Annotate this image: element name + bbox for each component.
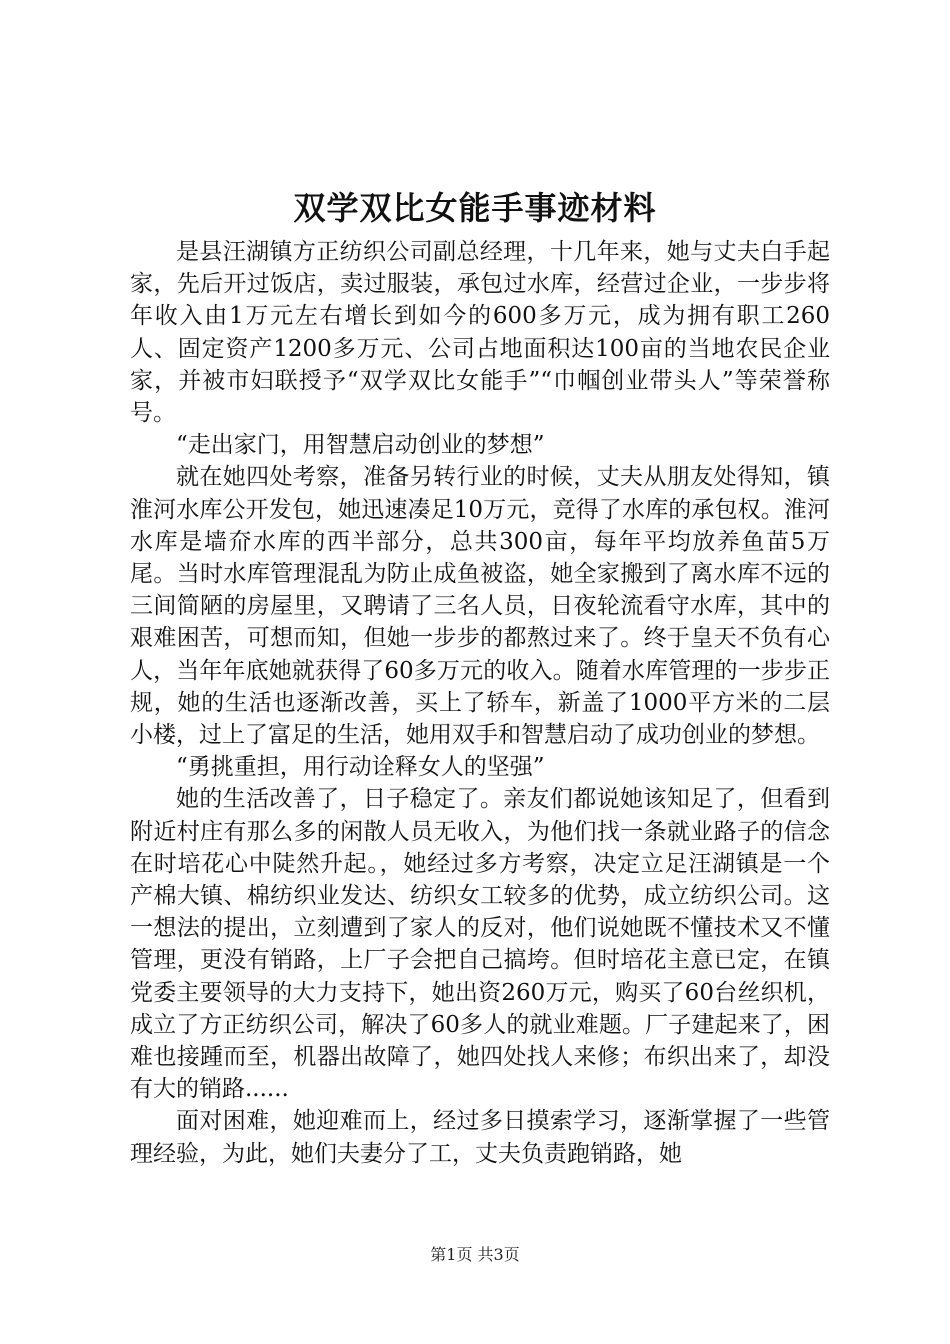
paragraph-textile-company: 她的生活改善了，日子稳定了。亲友们都说她该知足了，但看到附近村庄有那么多的闲散人员无收入，为他们找一条就业路子的信念在时培花心中陡然升起。，她经过多方考察，决定立足汪湖镇是一个产棉大镇、棉纺织业发达、纺织女工较多的优势，成立纺织公司。这一想法的提出，立刻遭到了家人的反对，他们说她既不懂技术又不懂管理，更没有销路，上厂子会把自己搞垮。但时培花主意已定，在镇党委主要领导的大力支持下，她出资260万元，购买了60台丝织机，成立了方正纺织公司，解决了60多人的就业难题。厂子建起来了，困难也接踵而至，机器出故障了，她四处找人来修；布织出来了，却没有大的销路......	[130, 786, 830, 1103]
document-title: 双学双比女能手事迹材料	[293, 189, 657, 227]
section-heading-1: “走出家门，用智慧启动创业的梦想”	[176, 432, 545, 459]
paragraph-difficulties: 面对困难，她迎难而上，经过多日摸索学习，逐渐掌握了一些管理经验，为此，她们夫妻分了工，丈夫负责跑销路，她	[130, 1108, 830, 1167]
paragraph-reservoir: 就在她四处考察，准备另转行业的时候，丈夫从朋友处得知，镇淮河水库公开发包，她迅速凑足10万元，竞得了水库的承包权。淮河水库是墙夼水库的西半部分，总共300亩，每年平均放养鱼苗5万尾。当时水库管理混乱为防止成鱼被盗，她全家搬到了离水库不远的三间简陋的房屋里，又聘请了三名人员，日夜轮流看守水库，其中的艰难困苦，可想而知，但她一步步的都熬过来了。终于皇天不负有心人，当年年底她就获得了60多万元的收入。随着水库管理的一步步正规，她的生活也逐渐改善，买上了轿车，新盖了1000平方米的二层小楼，过上了富足的生活，她用双手和智慧启动了成功创业的梦想。	[130, 464, 830, 749]
section-heading-2: “勇挑重担，用行动诠释女人的坚强”	[176, 754, 545, 781]
document-body	[130, 236, 830, 1170]
paragraph-intro: 是县汪湖镇方正纺织公司副总经理，十几年来，她与丈夫白手起家，先后开过饭店，卖过服装，承包过水库，经营过企业，一步步将年收入由1万元左右增长到如今的600多万元，成为拥有职工260人、固定资产1200多万元、公司占地面积达100亩的当地农民企业家，并被市妇联授予“双学双比女能手”“巾帼创业带头人”等荣誉称号。	[130, 239, 830, 427]
page-number-footer: 第1页 共3页	[430, 1245, 520, 1264]
